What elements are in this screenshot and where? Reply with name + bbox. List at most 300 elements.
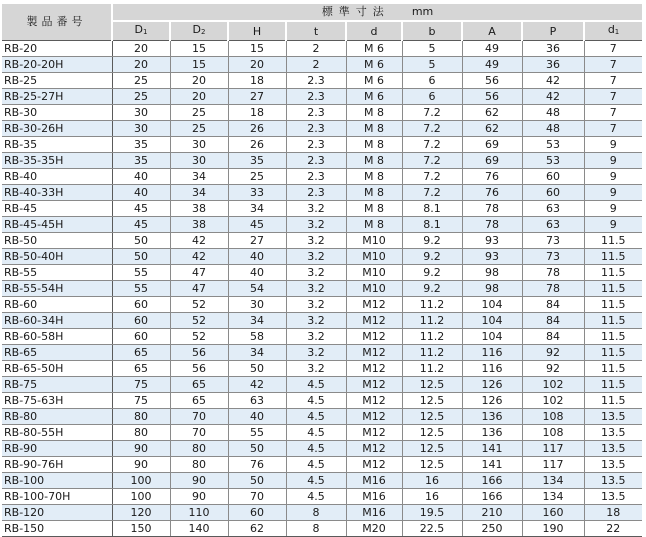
- dimension-cell: 11.5: [584, 393, 642, 409]
- column-header: [286, 21, 346, 41]
- dimension-cell: 120: [112, 505, 170, 521]
- dimension-cell: 12.5: [402, 441, 462, 457]
- table-row: [2, 425, 642, 441]
- table-row: [2, 41, 642, 57]
- dimension-cell: 56: [462, 89, 522, 105]
- dimension-cell: 35: [112, 153, 170, 169]
- dimension-cell: 136: [462, 409, 522, 425]
- dimension-cell: 4.5: [286, 457, 346, 473]
- dimension-cell: 104: [462, 329, 522, 345]
- dimension-table-container: [2, 4, 642, 537]
- table-row: [2, 265, 642, 281]
- table-row: [2, 297, 642, 313]
- dimension-cell: 93: [462, 249, 522, 265]
- dimension-cell: 7.2: [402, 137, 462, 153]
- dimension-cell: 60: [228, 505, 286, 521]
- dimension-cell: M10: [346, 281, 402, 297]
- dimension-cell: 7: [584, 121, 642, 137]
- dimension-cell: 26: [228, 137, 286, 153]
- dimension-cell: 11.5: [584, 377, 642, 393]
- dimension-cell: 45: [112, 217, 170, 233]
- dimension-cell: 11.2: [402, 297, 462, 313]
- dimension-cell: 16: [402, 473, 462, 489]
- dimension-cell: 62: [462, 121, 522, 137]
- dimension-cell: 65: [112, 345, 170, 361]
- column-header: [346, 21, 402, 41]
- dimension-cell: 12.5: [402, 457, 462, 473]
- dimension-cell: 48: [522, 121, 584, 137]
- model-number-cell: RB-90-76H: [2, 457, 112, 473]
- column-header-label: D: [192, 23, 201, 36]
- model-number-cell: RB-120: [2, 505, 112, 521]
- model-number-cell: RB-150: [2, 521, 112, 537]
- dimension-cell: 15: [170, 41, 228, 57]
- dimension-cell: 63: [522, 217, 584, 233]
- table-row: [2, 377, 642, 393]
- dimension-cell: 2.3: [286, 121, 346, 137]
- dimension-cell: 11.5: [584, 345, 642, 361]
- dimension-cell: 20: [170, 89, 228, 105]
- dimension-cell: 9: [584, 201, 642, 217]
- dimension-cell: 3.2: [286, 361, 346, 377]
- model-number-cell: RB-35: [2, 137, 112, 153]
- table-row: [2, 57, 642, 73]
- dimension-cell: 62: [228, 521, 286, 537]
- column-header: [584, 21, 642, 41]
- dimension-cell: 11.5: [584, 233, 642, 249]
- dimension-cell: 34: [228, 313, 286, 329]
- dimension-cell: 18: [228, 105, 286, 121]
- dimension-cell: 53: [522, 137, 584, 153]
- dimension-cell: 9.2: [402, 281, 462, 297]
- dimension-cell: 108: [522, 425, 584, 441]
- dimension-cell: 30: [112, 121, 170, 137]
- dimension-cell: 84: [522, 313, 584, 329]
- column-header: [112, 21, 170, 41]
- dimension-cell: 4.5: [286, 393, 346, 409]
- dimension-cell: 11.5: [584, 265, 642, 281]
- table-row: [2, 89, 642, 105]
- column-header-label: b: [428, 24, 436, 38]
- dimension-cell: 3.2: [286, 297, 346, 313]
- dimension-cell: 210: [462, 505, 522, 521]
- dimension-cell: 3.2: [286, 281, 346, 297]
- dimension-cell: 3.2: [286, 233, 346, 249]
- dimension-cell: 38: [170, 201, 228, 217]
- dimension-cell: M12: [346, 377, 402, 393]
- model-number-cell: RB-100: [2, 473, 112, 489]
- dimension-cell: 84: [522, 329, 584, 345]
- dimension-cell: 16: [402, 489, 462, 505]
- dimension-cell: M 8: [346, 137, 402, 153]
- dimension-cell: M 6: [346, 89, 402, 105]
- dimension-cell: 126: [462, 377, 522, 393]
- dimension-cell: 7.2: [402, 169, 462, 185]
- column-header: [402, 21, 462, 41]
- dimension-cell: 140: [170, 521, 228, 537]
- dimension-cell: 3.2: [286, 329, 346, 345]
- dimension-cell: 56: [462, 73, 522, 89]
- dimension-cell: 13.5: [584, 457, 642, 473]
- dimension-cell: 40: [228, 409, 286, 425]
- model-number-cell: RB-25-27H: [2, 89, 112, 105]
- table-row: [2, 105, 642, 121]
- model-number-cell: RB-50: [2, 233, 112, 249]
- dimension-cell: 7.2: [402, 185, 462, 201]
- dimension-cell: 80: [170, 441, 228, 457]
- table-row: [2, 409, 642, 425]
- dimension-cell: 34: [170, 169, 228, 185]
- dimension-cell: 78: [522, 265, 584, 281]
- column-header-label: H: [252, 24, 262, 38]
- dimension-cell: M 8: [346, 121, 402, 137]
- dimension-cell: 12.5: [402, 393, 462, 409]
- dimension-cell: 2.3: [286, 169, 346, 185]
- dimension-cell: 15: [228, 41, 286, 57]
- dimension-cell: M12: [346, 297, 402, 313]
- dimension-cell: 54: [228, 281, 286, 297]
- dimension-cell: 110: [170, 505, 228, 521]
- dimension-cell: 166: [462, 473, 522, 489]
- dimension-cell: 4.5: [286, 377, 346, 393]
- dimension-cell: 48: [522, 105, 584, 121]
- dimension-cell: 30: [112, 105, 170, 121]
- dimension-cell: 50: [112, 233, 170, 249]
- dimension-cell: 36: [522, 57, 584, 73]
- table-row: [2, 169, 642, 185]
- dimension-cell: 18: [228, 73, 286, 89]
- dimension-cell: 7: [584, 73, 642, 89]
- table-row: [2, 249, 642, 265]
- column-header-label: D: [134, 23, 143, 36]
- dimension-cell: 4.5: [286, 425, 346, 441]
- dimension-table: [2, 4, 642, 537]
- unit-label: mm: [411, 5, 434, 18]
- dimension-cell: 126: [462, 393, 522, 409]
- dimension-cell: M20: [346, 521, 402, 537]
- model-number-cell: RB-65: [2, 345, 112, 361]
- dimension-cell: 56: [170, 345, 228, 361]
- dimension-cell: 60: [522, 169, 584, 185]
- dimension-cell: 9: [584, 169, 642, 185]
- dimension-cell: 45: [112, 201, 170, 217]
- dimension-cell: 9: [584, 217, 642, 233]
- dimension-cell: 9.2: [402, 265, 462, 281]
- dimension-cell: 7: [584, 89, 642, 105]
- dimension-cell: 2.3: [286, 137, 346, 153]
- dimension-cell: 104: [462, 313, 522, 329]
- dimension-cell: 12.5: [402, 425, 462, 441]
- dimension-cell: 42: [522, 73, 584, 89]
- model-number-cell: RB-65-50H: [2, 361, 112, 377]
- dimension-cell: 58: [228, 329, 286, 345]
- dimension-cell: 63: [228, 393, 286, 409]
- dimension-cell: M12: [346, 329, 402, 345]
- dimension-cell: 90: [112, 457, 170, 473]
- dimension-cell: 75: [112, 393, 170, 409]
- dimension-cell: 50: [228, 361, 286, 377]
- table-row: [2, 473, 642, 489]
- dimension-cell: 30: [228, 297, 286, 313]
- dimension-cell: 2.3: [286, 73, 346, 89]
- dimension-cell: 100: [112, 473, 170, 489]
- table-row: [2, 345, 642, 361]
- model-number-cell: RB-20-20H: [2, 57, 112, 73]
- dimension-cell: 2: [286, 57, 346, 73]
- table-row: [2, 73, 642, 89]
- table-row: [2, 137, 642, 153]
- dimension-cell: 40: [228, 265, 286, 281]
- dimension-cell: 90: [170, 473, 228, 489]
- dimension-cell: 36: [522, 41, 584, 57]
- dimension-cell: M12: [346, 393, 402, 409]
- dimension-cell: 3.2: [286, 265, 346, 281]
- dimension-cell: 20: [170, 73, 228, 89]
- dimension-cell: 63: [522, 201, 584, 217]
- dimension-cell: 22.5: [402, 521, 462, 537]
- column-header-label: d: [607, 23, 615, 36]
- dimension-cell: 70: [170, 409, 228, 425]
- dimension-cell: 15: [170, 57, 228, 73]
- dimension-cell: 108: [522, 409, 584, 425]
- dimension-cell: 25: [112, 73, 170, 89]
- dimension-cell: 34: [228, 345, 286, 361]
- dimension-cell: 11.5: [584, 361, 642, 377]
- table-header: [2, 4, 642, 41]
- table-row: [2, 457, 642, 473]
- dimension-cell: 11.2: [402, 329, 462, 345]
- dimension-cell: 84: [522, 297, 584, 313]
- dimension-cell: 25: [170, 105, 228, 121]
- model-number-cell: RB-30-26H: [2, 121, 112, 137]
- dimension-cell: M12: [346, 441, 402, 457]
- dimension-cell: M12: [346, 457, 402, 473]
- dimension-cell: 11.5: [584, 313, 642, 329]
- table-row: [2, 281, 642, 297]
- dimension-cell: 34: [228, 201, 286, 217]
- dimension-cell: 9: [584, 185, 642, 201]
- dimension-cell: 70: [228, 489, 286, 505]
- dimension-cell: 53: [522, 153, 584, 169]
- dimension-cell: 141: [462, 457, 522, 473]
- table-row: [2, 441, 642, 457]
- standard-dimensions-header: [112, 4, 642, 21]
- dimension-cell: 11.2: [402, 361, 462, 377]
- dimension-cell: 9: [584, 153, 642, 169]
- table-row: [2, 393, 642, 409]
- dimension-cell: M 6: [346, 41, 402, 57]
- model-number-cell: RB-60: [2, 297, 112, 313]
- column-header: [462, 21, 522, 41]
- dimension-cell: M 6: [346, 73, 402, 89]
- dimension-cell: 55: [112, 265, 170, 281]
- dimension-cell: 6: [402, 89, 462, 105]
- dimension-cell: 78: [462, 201, 522, 217]
- dimension-cell: 7: [584, 57, 642, 73]
- dimension-cell: 62: [462, 105, 522, 121]
- dimension-cell: 98: [462, 265, 522, 281]
- dimension-cell: 80: [112, 409, 170, 425]
- standard-dimensions-label: 標準寸法: [321, 5, 390, 18]
- dimension-cell: 7.2: [402, 105, 462, 121]
- table-row: [2, 521, 642, 537]
- dimension-cell: 166: [462, 489, 522, 505]
- dimension-cell: 18: [584, 505, 642, 521]
- dimension-cell: 60: [112, 297, 170, 313]
- column-header-subscript: 1: [143, 28, 148, 36]
- dimension-cell: 50: [228, 473, 286, 489]
- dimension-cell: 20: [112, 41, 170, 57]
- dimension-cell: 11.2: [402, 345, 462, 361]
- dimension-cell: 2.3: [286, 153, 346, 169]
- dimension-cell: 50: [112, 249, 170, 265]
- dimension-cell: 35: [228, 153, 286, 169]
- dimension-cell: M10: [346, 233, 402, 249]
- model-number-cell: RB-30: [2, 105, 112, 121]
- dimension-cell: 42: [170, 249, 228, 265]
- dimension-cell: 42: [170, 233, 228, 249]
- dimension-cell: 117: [522, 441, 584, 457]
- dimension-cell: 5: [402, 57, 462, 73]
- dimension-cell: 19.5: [402, 505, 462, 521]
- dimension-cell: 11.5: [584, 249, 642, 265]
- dimension-cell: 75: [112, 377, 170, 393]
- dimension-cell: 7.2: [402, 121, 462, 137]
- dimension-cell: 20: [112, 57, 170, 73]
- dimension-cell: 3.2: [286, 345, 346, 361]
- column-header-label: A: [488, 24, 496, 38]
- dimension-cell: 69: [462, 153, 522, 169]
- dimension-cell: 9: [584, 137, 642, 153]
- dimension-cell: 49: [462, 41, 522, 57]
- model-number-cell: RB-80: [2, 409, 112, 425]
- model-number-cell: RB-55: [2, 265, 112, 281]
- dimension-cell: 250: [462, 521, 522, 537]
- dimension-cell: 11.5: [584, 281, 642, 297]
- dimension-cell: 8: [286, 505, 346, 521]
- model-number-cell: RB-45-45H: [2, 217, 112, 233]
- model-number-cell: RB-35-35H: [2, 153, 112, 169]
- dimension-cell: 11.5: [584, 329, 642, 345]
- dimension-cell: M10: [346, 249, 402, 265]
- dimension-cell: 9.2: [402, 233, 462, 249]
- model-number-cell: RB-25: [2, 73, 112, 89]
- dimension-cell: 2: [286, 41, 346, 57]
- dimension-cell: 13.5: [584, 441, 642, 457]
- dimension-cell: 34: [170, 185, 228, 201]
- dimension-cell: 93: [462, 233, 522, 249]
- dimension-cell: 11.5: [584, 297, 642, 313]
- dimension-cell: 70: [170, 425, 228, 441]
- dimension-cell: 4.5: [286, 473, 346, 489]
- dimension-cell: M12: [346, 313, 402, 329]
- dimension-cell: 3.2: [286, 201, 346, 217]
- dimension-cell: 98: [462, 281, 522, 297]
- dimension-cell: 27: [228, 233, 286, 249]
- dimension-cell: 3.2: [286, 217, 346, 233]
- dimension-cell: 25: [112, 89, 170, 105]
- dimension-cell: 35: [112, 137, 170, 153]
- dimension-cell: M16: [346, 489, 402, 505]
- dimension-cell: 8.1: [402, 217, 462, 233]
- dimension-cell: 5: [402, 41, 462, 57]
- dimension-cell: M16: [346, 505, 402, 521]
- table-row: [2, 233, 642, 249]
- dimension-cell: 11.2: [402, 313, 462, 329]
- dimension-cell: 2.3: [286, 105, 346, 121]
- dimension-cell: 102: [522, 377, 584, 393]
- dimension-cell: 52: [170, 329, 228, 345]
- dimension-cell: 117: [522, 457, 584, 473]
- dimension-cell: 134: [522, 473, 584, 489]
- dimension-cell: 25: [170, 121, 228, 137]
- dimension-cell: 104: [462, 297, 522, 313]
- column-header: [522, 21, 584, 41]
- dimension-cell: 7: [584, 105, 642, 121]
- column-header-label: d: [370, 24, 378, 38]
- model-number-cell: RB-55-54H: [2, 281, 112, 297]
- dimension-cell: M 8: [346, 201, 402, 217]
- model-number-cell: RB-75-63H: [2, 393, 112, 409]
- dimension-cell: 76: [228, 457, 286, 473]
- dimension-cell: 190: [522, 521, 584, 537]
- dimension-cell: 13.5: [584, 489, 642, 505]
- dimension-cell: 102: [522, 393, 584, 409]
- table-body: [2, 41, 642, 537]
- dimension-cell: 38: [170, 217, 228, 233]
- model-number-cell: RB-80-55H: [2, 425, 112, 441]
- dimension-cell: 55: [228, 425, 286, 441]
- dimension-cell: 27: [228, 89, 286, 105]
- dimension-cell: 90: [170, 489, 228, 505]
- model-number-cell: RB-75: [2, 377, 112, 393]
- dimension-cell: M 8: [346, 169, 402, 185]
- table-row: [2, 217, 642, 233]
- dimension-cell: 26: [228, 121, 286, 137]
- dimension-cell: 76: [462, 185, 522, 201]
- dimension-cell: 60: [112, 313, 170, 329]
- dimension-cell: 78: [462, 217, 522, 233]
- dimension-cell: 13.5: [584, 473, 642, 489]
- dimension-cell: 33: [228, 185, 286, 201]
- dimension-cell: 65: [170, 377, 228, 393]
- dimension-cell: 116: [462, 361, 522, 377]
- dimension-cell: 60: [522, 185, 584, 201]
- dimension-cell: M12: [346, 361, 402, 377]
- dimension-cell: 45: [228, 217, 286, 233]
- model-number-cell: RB-50-40H: [2, 249, 112, 265]
- dimension-cell: 92: [522, 361, 584, 377]
- dimension-cell: 80: [112, 425, 170, 441]
- dimension-cell: 47: [170, 265, 228, 281]
- column-header: [228, 21, 286, 41]
- dimension-cell: M 8: [346, 217, 402, 233]
- dimension-cell: 50: [228, 441, 286, 457]
- table-row: [2, 329, 642, 345]
- model-number-cell: RB-60-34H: [2, 313, 112, 329]
- dimension-cell: 13.5: [584, 409, 642, 425]
- dimension-cell: M12: [346, 425, 402, 441]
- dimension-cell: 4.5: [286, 441, 346, 457]
- model-number-header: 製品番号: [2, 4, 112, 41]
- dimension-cell: 4.5: [286, 489, 346, 505]
- table-row: [2, 185, 642, 201]
- dimension-cell: 49: [462, 57, 522, 73]
- table-row: [2, 361, 642, 377]
- dimension-cell: 60: [112, 329, 170, 345]
- dimension-cell: 55: [112, 281, 170, 297]
- dimension-cell: 42: [228, 377, 286, 393]
